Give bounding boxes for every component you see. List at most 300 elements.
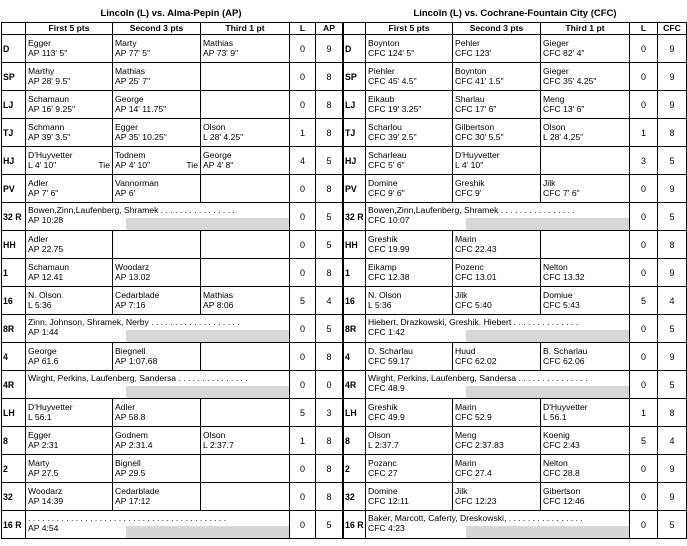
athlete-name: Piehler [368,66,395,76]
event-row [2,455,343,483]
second-place-cell [453,91,541,119]
athlete-name: Godnem [115,430,148,440]
first-place-cell [26,399,113,427]
event-code: HH [2,231,26,259]
event-code: LH [2,399,26,427]
athlete-mark [26,356,112,366]
event-row [2,259,343,287]
athlete-mark [113,160,200,170]
event-code: 16 R [344,511,366,539]
event-code: 4 [344,343,366,371]
mark-value: AP 113' 5" [28,48,68,58]
athlete-name: D. Scharlau [368,346,413,356]
score-opponent: 9 [316,35,343,63]
mark-value: CFC 12.38 [368,272,410,282]
athlete-name [201,259,289,262]
second-place-cell [453,119,541,147]
athlete-name [201,63,289,66]
relay-team: Wirght, Perkins, Laufenberg, Sandersa . . . . . . . . . . . . . . . [368,373,588,383]
second-place-cell [453,147,541,175]
mark-value: AP 14' 11.75" [115,104,167,114]
athlete-mark [26,76,112,86]
event-row [344,511,687,539]
score-opponent: 8 [316,175,343,203]
third-place-cell [201,287,290,315]
athlete-mark [113,132,200,142]
third-place-cell [201,343,290,371]
athlete-name: Pozenc [455,262,484,272]
athlete-name: Todnem [115,150,146,160]
athlete-name: Olson [368,430,391,440]
event-code: HJ [2,147,26,175]
event-row [2,427,343,455]
athlete-mark [26,104,112,114]
event-code: 8 [2,427,26,455]
athlete-name: Pozanc [368,458,397,468]
score-lincoln: 0 [630,259,658,287]
third-place-cell [541,175,630,203]
athlete-mark [366,356,452,366]
event-row [2,231,343,259]
athlete-mark [26,300,112,310]
relay-team: Hiebert, Drazkowski, Greshik. Hiebert . . . . . . . . . . . . . . [368,317,579,327]
athlete-mark [453,300,540,310]
athlete-mark [366,272,452,282]
mark-value: CFC 17' 6" [455,104,497,114]
athlete-name: Marin [455,234,477,244]
relay-shade [126,526,289,538]
mark-value: AP 1:07.68 [115,356,158,366]
right-results-table [343,22,687,539]
score-opponent: 8 [658,231,687,259]
mark-value: CFC 19.99 [368,244,410,254]
third-place-cell [541,427,630,455]
score-lincoln: 0 [630,231,658,259]
event-code: 1 [2,259,26,287]
mark-value: CFC 13.32 [543,272,585,282]
mark-value: L 2:37.7 [203,440,234,450]
athlete-mark [541,356,629,366]
athlete-mark [366,496,452,506]
athlete-mark [113,48,200,58]
score-opponent: 4 [316,287,343,315]
athlete-name [201,175,289,178]
second-place-cell [453,343,541,371]
score-lincoln: 0 [630,343,658,371]
event-row [2,483,343,511]
score-opponent: 3 [316,399,343,427]
athlete-mark [453,160,540,170]
score-lincoln: 0 [630,203,658,231]
third-place-header: Third 1 pt [201,23,290,35]
athlete-mark [453,244,540,254]
relay-shade [466,218,629,230]
mark-value: CFC 2:37.83 [455,440,504,450]
event-code: LJ [2,91,26,119]
relay-cell [366,315,630,343]
event-row [344,119,687,147]
score-opponent: 8 [316,343,343,371]
event-row [2,203,343,231]
score-lincoln: 0 [630,91,658,119]
event-code: SP [2,63,26,91]
score-col-2-header: CFC [658,23,687,35]
athlete-mark [453,76,540,86]
athlete-mark [453,48,540,58]
second-place-cell [113,399,201,427]
athlete-name: Greshik [368,234,398,244]
athlete-mark [201,160,289,170]
athlete-mark [26,496,112,506]
first-place-cell [366,343,453,371]
mark-value: CFC 39' 2.5" [368,132,417,142]
mark-value: AP 58.8 [115,412,146,422]
mark-value: CFC 12:23 [455,496,497,506]
left-meet-title: Lincoln (L) vs. Alma-Pepin (AP) [100,8,242,19]
relay-shade [466,386,629,398]
event-row [344,203,687,231]
score-lincoln: 0 [290,315,316,343]
event-col-header [344,23,366,35]
relay-cell [366,371,630,399]
athlete-mark [26,188,112,198]
relay-mark: AP 10:28 [28,215,64,225]
score-lincoln: 0 [630,511,658,539]
athlete-name: Nelton [543,262,568,272]
header-row [2,23,343,35]
event-row [2,175,343,203]
athlete-mark [541,48,629,58]
score-opponent: 5 [658,511,687,539]
relay-shade [126,218,289,230]
tie-label: Tie [98,160,110,170]
score-opponent: 9 [658,175,687,203]
relay-mark: CFC 48.9 [368,383,405,393]
first-place-header: First 5 pts [366,23,453,35]
athlete-mark [453,440,540,450]
mark-value: AP 7:16 [115,300,146,310]
mark-value: AP 4' 8" [203,160,234,170]
mark-value: CFC 13' 6" [543,104,585,114]
relay-mark: CFC 4:23 [368,523,405,533]
first-place-cell [26,91,113,119]
mark-value: AP 27.5 [28,468,59,478]
relay-mark: AP 4:54 [28,523,59,533]
event-code: LH [344,399,366,427]
score-col-1-header: L [630,23,658,35]
athlete-name: Egger [115,122,138,132]
mark-value: AP 73' 9" [203,48,239,58]
second-place-cell [453,231,541,259]
mark-value: L 4' 10" [455,160,484,170]
athlete-name: Jilk [455,290,468,300]
score-lincoln: 0 [290,259,316,287]
athlete-mark [113,300,200,310]
third-place-cell [201,399,290,427]
event-code: 2 [344,455,366,483]
relay-mark: CFC 10:07 [368,215,410,225]
mark-value: AP 77' 5" [115,48,151,58]
mark-value: CFC 9' 6" [368,188,405,198]
third-place-cell [201,259,290,287]
athlete-name: Mathias [115,66,146,76]
score-opponent: 5 [658,315,687,343]
athlete-mark [453,188,540,198]
mark-value: CFC 12:11 [368,496,409,506]
event-row [344,315,687,343]
athlete-name: Eikaub [368,94,395,104]
athlete-name: D'Huyvetter [455,150,500,160]
event-row [344,175,687,203]
event-row [344,147,687,175]
athlete-mark [453,496,540,506]
athlete-name: Woodarz [28,486,63,496]
athlete-mark [201,132,289,142]
event-code: 16 [2,287,26,315]
mark-value: CFC 30' 5.5" [455,132,504,142]
athlete-mark [453,468,540,478]
first-place-cell [366,91,453,119]
mark-value: CFC 28.8 [543,468,580,478]
relay-team: Bowen,Zinn,Laufenberg, Shramek . . . . . . . . . . . . . . . . [28,205,235,215]
event-row [2,147,343,175]
mark-value: CFC 62.06 [543,356,585,366]
score-opponent: 5 [658,371,687,399]
athlete-name: Sharlau [455,94,485,104]
athlete-mark [366,76,452,86]
athlete-name: Vannorman [115,178,159,188]
athlete-mark [366,132,452,142]
relay-shade [466,526,629,538]
event-code: 32 R [344,203,366,231]
athlete-name [541,147,629,150]
relay-team: . . . . . . . . . . . . . . . . . . . . . . . . . . . . . . . . . . . . . . . . . . [28,513,227,523]
first-place-cell [26,147,113,175]
third-place-cell [541,399,630,427]
left-results-table [1,22,343,539]
score-opponent: 9 [658,343,687,371]
first-place-cell [366,63,453,91]
mark-value: AP 29.5 [115,468,146,478]
second-place-cell [453,259,541,287]
third-place-cell [541,343,630,371]
event-code: D [344,35,366,63]
athlete-name: Boynton [368,38,400,48]
mark-value: AP 8:06 [203,300,234,310]
event-code: 32 R [2,203,26,231]
event-row [344,287,687,315]
mark-value: AP 16' 9.25" [28,104,76,114]
event-code: 16 R [2,511,26,539]
score-lincoln: 1 [290,427,316,455]
event-code: HJ [344,147,366,175]
event-row [2,91,343,119]
athlete-mark [366,160,452,170]
athlete-mark [366,188,452,198]
score-opponent: 5 [316,231,343,259]
score-opponent: 9 [658,35,687,63]
athlete-name: Domiue [543,290,573,300]
second-place-cell [113,455,201,483]
athlete-mark [453,356,540,366]
event-row [344,455,687,483]
first-place-cell [366,259,453,287]
athlete-name: Meng [455,430,477,440]
athlete-name: Woodarz [115,262,150,272]
score-lincoln: 0 [630,315,658,343]
score-lincoln: 0 [290,371,316,399]
second-place-cell [453,483,541,511]
score-lincoln: 5 [630,427,658,455]
score-lincoln: 0 [630,175,658,203]
athlete-name: Marthy [28,66,55,76]
athlete-name: Domine [368,486,398,496]
athlete-name: Marty [28,458,50,468]
athlete-name: Nelton [543,458,568,468]
score-opponent: 8 [316,427,343,455]
athlete-name: Marin [455,402,477,412]
athlete-mark [201,300,289,310]
athlete-name [201,91,289,94]
mark-value: CFC 82' 4" [543,48,585,58]
athlete-name [201,231,289,234]
second-place-cell [453,63,541,91]
second-place-cell [113,175,201,203]
event-row [344,35,687,63]
athlete-mark [541,104,629,114]
score-lincoln: 5 [630,287,658,315]
relay-shade [126,330,289,342]
mark-value: L 56.1 [543,412,567,422]
second-place-cell [113,91,201,119]
first-place-cell [366,427,453,455]
second-place-cell [113,427,201,455]
athlete-mark [541,76,629,86]
event-code: 1 [344,259,366,287]
athlete-name: N. Olson [28,290,62,300]
score-lincoln: 0 [290,175,316,203]
athlete-name: Adler [28,234,49,244]
event-row [2,63,343,91]
second-place-cell [113,63,201,91]
athlete-mark [113,76,200,86]
score-opponent: 5 [658,147,687,175]
event-code: 8R [2,315,26,343]
event-row [344,91,687,119]
first-place-cell [26,231,113,259]
event-row [344,259,687,287]
score-lincoln: 0 [290,35,316,63]
mark-value: CFC 59.17 [368,356,410,366]
score-opponent: 4 [658,287,687,315]
first-place-cell [26,427,113,455]
third-place-cell [541,91,630,119]
mark-value: AP 6' [115,188,136,198]
mark-value: CFC 27 [368,468,398,478]
event-code: 32 [2,483,26,511]
event-code: LJ [344,91,366,119]
event-row [344,231,687,259]
mark-value: CFC 5:40 [455,300,492,310]
mark-value: AP 12.41 [28,272,64,282]
athlete-mark [541,496,629,506]
first-place-header: First 5 pts [26,23,113,35]
first-place-cell [366,455,453,483]
first-place-cell [26,63,113,91]
second-place-cell [453,35,541,63]
second-place-cell [113,231,201,259]
athlete-name: Domine [368,178,398,188]
event-row [2,511,343,539]
second-place-cell [113,483,201,511]
athlete-mark [541,468,629,478]
athlete-name: Boynton [455,66,487,76]
score-col-1-header: L [290,23,316,35]
first-place-cell [26,455,113,483]
score-opponent: 9 [658,455,687,483]
athlete-name: Adler [28,178,49,188]
score-opponent: 5 [316,315,343,343]
relay-shade [126,386,289,398]
event-code: 32 [344,483,366,511]
athlete-name: Schmann [28,122,65,132]
third-place-cell [541,483,630,511]
athlete-name: George [115,94,144,104]
score-opponent: 0 [316,371,343,399]
event-code: SP [344,63,366,91]
event-row [2,119,343,147]
mark-value: AP 25' 7" [115,76,151,86]
athlete-name: D'Huyvetter [28,402,73,412]
athlete-name: Biegnell [115,346,146,356]
event-code: HH [344,231,366,259]
athlete-mark [453,104,540,114]
third-place-cell [541,35,630,63]
event-code: 2 [2,455,26,483]
second-place-cell [113,35,201,63]
third-place-cell [541,147,630,175]
relay-team: Wirght, Perkins, Laufenberg, Sandersa . . . . . . . . . . . . . . . [28,373,248,383]
score-lincoln: 0 [290,231,316,259]
score-lincoln: 1 [630,399,658,427]
mark-value: CFC 2:43 [543,440,580,450]
third-place-cell [201,91,290,119]
athlete-mark [113,272,200,282]
first-place-cell [26,343,113,371]
mark-value: CFC 7' 6" [543,188,580,198]
athlete-name: D'Huyvetter [28,150,73,160]
athlete-mark [113,496,200,506]
third-place-cell [201,455,290,483]
first-place-cell [26,119,113,147]
athlete-name [201,399,289,402]
mark-value: AP 14:39 [28,496,64,506]
mark-value: L 28' 4.25" [543,132,584,142]
relay-cell [366,511,630,539]
athlete-mark [366,412,452,422]
athlete-mark [541,440,629,450]
athlete-mark [366,468,452,478]
athlete-name: Olson [203,430,226,440]
third-place-cell [541,63,630,91]
athlete-name: Huud [455,346,476,356]
relay-cell [366,203,630,231]
athlete-name: Scharlou [368,122,402,132]
score-lincoln: 0 [290,343,316,371]
athlete-mark [26,244,112,254]
event-row [2,371,343,399]
mark-value: CFC 19' 3.25" [368,104,422,114]
